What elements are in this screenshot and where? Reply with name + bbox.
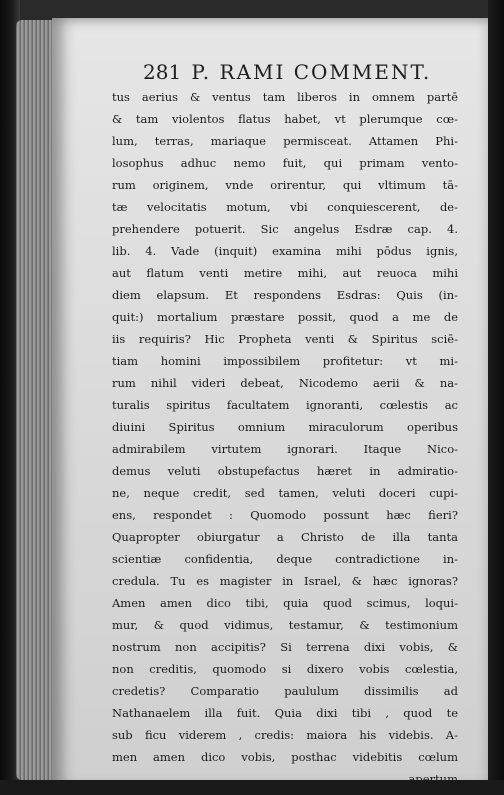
text-line: admirabilem virtutem ignorari. Itaque Nico-	[112, 442, 458, 456]
running-title: P. RAMI COMMENT.	[191, 60, 432, 84]
text-line: men amen dico vobis, posthac videbitis cœlum	[112, 750, 458, 764]
text-line: nostrum non accipitis? Si terrena dixi vobis, &	[112, 640, 458, 654]
text-line: iis requiris? Hic Propheta venti & Spiritus sciē-	[112, 332, 458, 346]
text-line: Amen amen dico tibi, quia quod scimus, loqui-	[112, 596, 458, 610]
text-line: losophus adhuc nemo fuit, qui primam vento-	[112, 156, 458, 170]
text-line: diuini Spiritus omnium miraculorum operibus	[112, 420, 458, 434]
body-text	[112, 86, 458, 790]
text-line: aut flatum venti metire mihi, aut reuoca mihi	[112, 266, 458, 280]
text-line: prehendere potuerit. Sic angelus Esdræ cap. 4.	[112, 222, 458, 236]
running-header	[143, 60, 443, 84]
text-line: Quapropter obiurgatur a Christo de illa tanta	[112, 530, 458, 544]
text-line: ens, respondet : Quomodo possunt hæc fieri?	[112, 508, 458, 522]
text-line: tus aerius & ventus tam liberos in omnem partē	[112, 90, 458, 104]
page-stack-edge	[16, 20, 56, 780]
catchword: apertum	[408, 772, 458, 786]
text-line: turalis spiritus facultatem ignoranti, cœlestis ac	[112, 398, 458, 412]
text-line: tæ velocitatis motum, vbi conquiescerent, de-	[112, 200, 458, 214]
text-line: demus veluti obstupefactus hæret in admiratio-	[112, 464, 458, 478]
page-number: 281	[143, 60, 182, 84]
text-line: credetis? Comparatio paululum dissimilis ad	[112, 684, 458, 698]
text-line: Nathanaelem illa fuit. Quia dixi tibi , quod te	[112, 706, 458, 720]
text-line: ne, neque credit, sed tamen, veluti doceri cupi-	[112, 486, 458, 500]
text-line: mur, & quod vidimus, testamur, & testimonium	[112, 618, 458, 632]
right-margin-shadow	[488, 0, 504, 795]
text-line: quit:) mortalium præstare possit, quod a me de	[112, 310, 458, 324]
text-line: tiam homini impossibilem profitetur: vt mi-	[112, 354, 458, 368]
text-line: sub ficu viderem , credis: maiora his videbis. A-	[112, 728, 458, 742]
text-line: diem elapsum. Et respondens Esdras: Quis (in-	[112, 288, 458, 302]
text-line: rum nihil videri debeat, Nicodemo aerii & na-	[112, 376, 458, 390]
text-line: scientiæ confidentia, deque contradictione in-	[112, 552, 458, 566]
text-line: credula. Tu es magister in Israel, & hæc ignoras?	[112, 574, 458, 588]
text-line: rum originem, vnde orirentur, qui vltimum tā-	[112, 178, 458, 192]
text-line: non creditis, quomodo si dixero vobis cœlestia,	[112, 662, 458, 676]
text-line: lum, terras, mariaque permisceat. Attamen Phi-	[112, 134, 458, 148]
text-line: lib. 4. Vade (inquit) examina mihi pōdus ignis,	[112, 244, 458, 258]
text-line: & tam violentos flatus habet, vt plerumque cœ-	[112, 112, 458, 126]
